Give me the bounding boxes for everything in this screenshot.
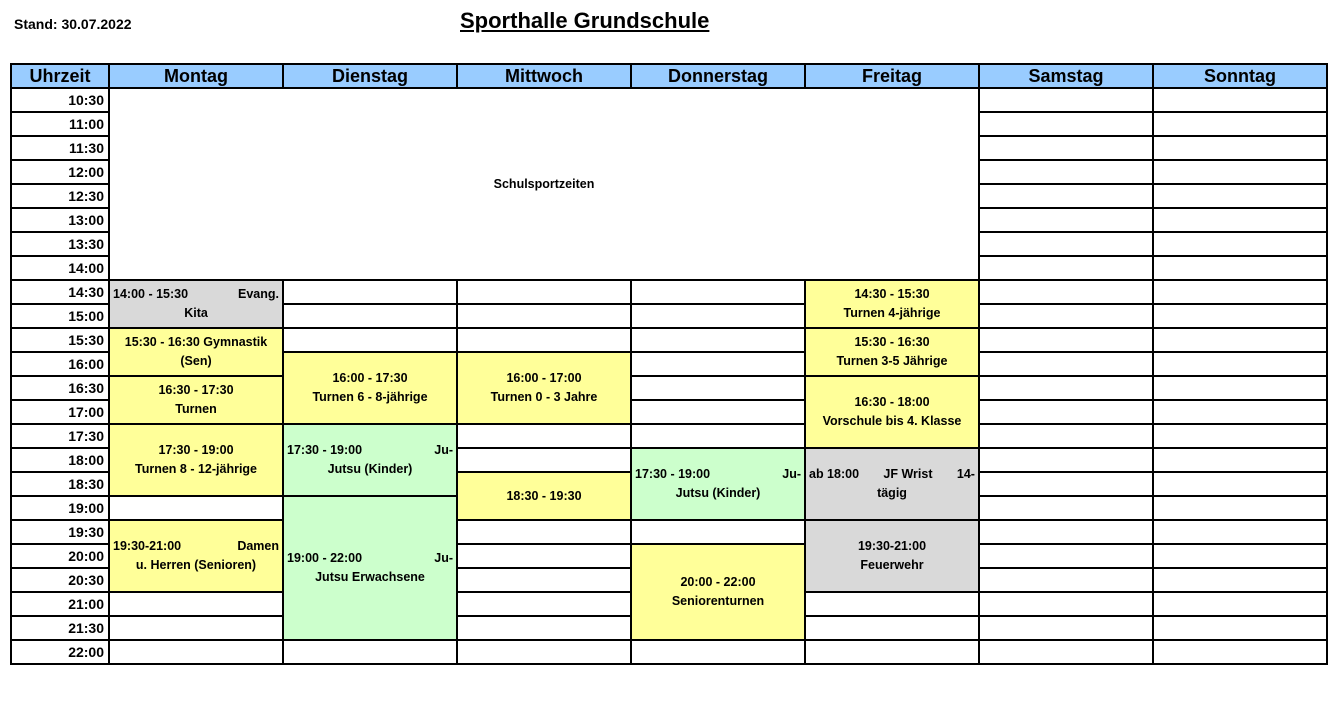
empty-cell <box>631 352 805 376</box>
empty-cell <box>979 232 1153 256</box>
event-time: 19:30-21:00 <box>857 539 927 553</box>
event-label: (Sen) <box>180 354 212 368</box>
empty-cell <box>979 496 1153 520</box>
empty-cell <box>979 328 1153 352</box>
empty-cell <box>283 304 457 328</box>
event-time: ab 18:00 <box>809 467 860 481</box>
empty-cell <box>979 616 1153 640</box>
empty-cell <box>457 328 631 352</box>
time-label: 15:30 <box>11 328 109 352</box>
empty-cell <box>979 592 1153 616</box>
event-time: 20:00 - 22:00 <box>680 575 756 589</box>
empty-cell <box>631 640 805 664</box>
empty-cell <box>1153 184 1327 208</box>
time-label: 17:30 <box>11 424 109 448</box>
time-label: 19:00 <box>11 496 109 520</box>
empty-cell <box>1153 160 1327 184</box>
event-mi-turnen0 <box>457 352 631 424</box>
empty-cell <box>805 640 979 664</box>
schulsport-block: Schulsportzeiten <box>109 88 979 280</box>
time-label: 13:00 <box>11 208 109 232</box>
event-label: Turnen 8 - 12-jährige <box>134 462 257 476</box>
col-header-donnerstag: Donnerstag <box>631 64 805 88</box>
event-time: 19:00 - 22:00 <box>287 551 363 565</box>
time-label: 21:00 <box>11 592 109 616</box>
time-label: 21:30 <box>11 616 109 640</box>
empty-cell <box>631 280 805 304</box>
empty-cell <box>631 424 805 448</box>
empty-cell <box>979 640 1153 664</box>
event-time: 14:00 - 15:30 <box>113 287 189 301</box>
empty-cell <box>457 304 631 328</box>
empty-cell <box>457 568 631 592</box>
empty-cell <box>979 112 1153 136</box>
event-label: Damen <box>237 539 279 553</box>
empty-cell <box>1153 496 1327 520</box>
empty-cell <box>979 184 1153 208</box>
event-di-jutsu-erwachsene <box>283 496 457 640</box>
event-fr-feuerwehr <box>805 520 979 592</box>
empty-cell <box>979 160 1153 184</box>
event-mo-kita <box>109 280 283 328</box>
time-label: 12:30 <box>11 184 109 208</box>
empty-cell <box>1153 328 1327 352</box>
header-row <box>11 64 1327 88</box>
empty-cell <box>457 592 631 616</box>
empty-cell <box>457 448 631 472</box>
time-label: 16:00 <box>11 352 109 376</box>
event-label: Jutsu Erwachsene <box>315 570 425 584</box>
empty-cell <box>631 304 805 328</box>
empty-cell <box>979 256 1153 280</box>
time-label: 11:00 <box>11 112 109 136</box>
empty-cell <box>109 496 283 520</box>
empty-cell <box>1153 352 1327 376</box>
event-label: u. Herren (Senioren) <box>135 558 257 572</box>
event-time: 16:30 - 17:30 <box>158 383 234 397</box>
empty-cell <box>1153 544 1327 568</box>
event-time: 17:30 - 19:00 <box>635 467 711 481</box>
empty-cell <box>457 616 631 640</box>
empty-cell <box>1153 208 1327 232</box>
time-label: 20:00 <box>11 544 109 568</box>
table-row <box>11 520 1327 544</box>
event-mo-turnen <box>109 376 283 424</box>
event-label: tägig <box>877 486 907 500</box>
time-label: 11:30 <box>11 136 109 160</box>
event-label: Jutsu (Kinder) <box>327 462 413 476</box>
empty-cell <box>1153 88 1327 112</box>
empty-cell <box>457 520 631 544</box>
empty-cell <box>109 616 283 640</box>
event-mi-1830 <box>457 472 631 520</box>
event-do-seniorenturnen <box>631 544 805 640</box>
time-label: 17:00 <box>11 400 109 424</box>
empty-cell <box>631 376 805 400</box>
table-row <box>11 88 1327 112</box>
time-label: 22:00 <box>11 640 109 664</box>
empty-cell <box>805 592 979 616</box>
col-header-uhrzeit: Uhrzeit <box>11 64 109 88</box>
event-time: 16:30 - 18:00 <box>854 395 930 409</box>
event-label: Turnen 3-5 Jährige <box>836 354 948 368</box>
empty-cell <box>283 280 457 304</box>
empty-cell <box>979 400 1153 424</box>
time-label: 14:30 <box>11 280 109 304</box>
event-time: 17:30 - 19:00 <box>287 443 363 457</box>
event-label: Kita <box>184 306 208 320</box>
time-label: 18:30 <box>11 472 109 496</box>
empty-cell <box>1153 616 1327 640</box>
empty-cell <box>979 544 1153 568</box>
empty-cell <box>1153 520 1327 544</box>
event-time: 14:30 - 15:30 <box>854 287 930 301</box>
empty-cell <box>1153 376 1327 400</box>
event-label: Seniorenturnen <box>671 594 765 608</box>
event-di-jutsu-kinder <box>283 424 457 496</box>
empty-cell <box>979 280 1153 304</box>
event-label: Ju- <box>434 551 453 565</box>
empty-cell <box>979 472 1153 496</box>
time-label: 15:00 <box>11 304 109 328</box>
empty-cell <box>1153 112 1327 136</box>
empty-cell <box>1153 448 1327 472</box>
empty-cell <box>1153 640 1327 664</box>
empty-cell <box>631 520 805 544</box>
time-label: 12:00 <box>11 160 109 184</box>
event-fr-jf-wrist <box>805 448 979 520</box>
empty-cell <box>979 520 1153 544</box>
event-mo-damen-herren <box>109 520 283 592</box>
empty-cell <box>1153 232 1327 256</box>
event-time: 16:00 - 17:00 <box>506 371 582 385</box>
empty-cell <box>979 88 1153 112</box>
col-header-samstag: Samstag <box>979 64 1153 88</box>
event-label: Turnen 4-jährige <box>843 306 941 320</box>
event-label: Ju- <box>434 443 453 457</box>
empty-cell <box>979 424 1153 448</box>
stand-date: Stand: 30.07.2022 <box>14 16 132 32</box>
empty-cell <box>631 328 805 352</box>
empty-cell <box>1153 304 1327 328</box>
time-label: 18:00 <box>11 448 109 472</box>
event-label: Jutsu (Kinder) <box>675 486 761 500</box>
empty-cell <box>457 640 631 664</box>
col-header-montag: Montag <box>109 64 283 88</box>
event-mo-gymnastik <box>109 328 283 376</box>
event-label: Evang. <box>238 287 279 301</box>
time-label: 10:30 <box>11 88 109 112</box>
event-time: 15:30 - 16:30 <box>854 335 930 349</box>
table-row <box>11 280 1327 304</box>
col-header-dienstag: Dienstag <box>283 64 457 88</box>
event-time: 18:30 - 19:30 <box>506 488 582 503</box>
col-header-freitag: Freitag <box>805 64 979 88</box>
empty-cell <box>109 640 283 664</box>
time-label: 19:30 <box>11 520 109 544</box>
empty-cell <box>805 616 979 640</box>
empty-cell <box>457 544 631 568</box>
empty-cell <box>979 352 1153 376</box>
empty-cell <box>457 424 631 448</box>
event-label: Turnen 6 - 8-jährige <box>312 390 428 404</box>
empty-cell <box>283 328 457 352</box>
event-time: 17:30 - 19:00 <box>158 443 234 457</box>
empty-cell <box>979 304 1153 328</box>
empty-cell <box>109 592 283 616</box>
event-label: Vorschule bis 4. Klasse <box>822 414 962 428</box>
event-label: Ju- <box>782 467 801 481</box>
table-row <box>11 640 1327 664</box>
event-label: Turnen 0 - 3 Jahre <box>490 390 598 404</box>
event-fr-turnen4 <box>805 280 979 328</box>
col-header-mittwoch: Mittwoch <box>457 64 631 88</box>
empty-cell <box>1153 592 1327 616</box>
empty-cell <box>1153 424 1327 448</box>
time-label: 14:00 <box>11 256 109 280</box>
empty-cell <box>1153 136 1327 160</box>
empty-cell <box>979 568 1153 592</box>
table-row <box>11 376 1327 400</box>
event-time: 16:00 - 17:30 <box>332 371 408 385</box>
time-label: 20:30 <box>11 568 109 592</box>
empty-cell <box>979 136 1153 160</box>
event-label: Turnen <box>175 402 217 416</box>
table-row <box>11 424 1327 448</box>
empty-cell <box>1153 568 1327 592</box>
empty-cell <box>1153 256 1327 280</box>
empty-cell <box>1153 472 1327 496</box>
table-row <box>11 328 1327 352</box>
col-header-sonntag: Sonntag <box>1153 64 1327 88</box>
empty-cell <box>631 400 805 424</box>
time-label: 13:30 <box>11 232 109 256</box>
event-time: 19:30-21:00 <box>113 539 182 553</box>
empty-cell <box>979 376 1153 400</box>
empty-cell <box>979 208 1153 232</box>
event-fr-vorschule <box>805 376 979 448</box>
event-time: 15:30 - 16:30 Gymnastik <box>124 335 268 349</box>
empty-cell <box>457 280 631 304</box>
time-label: 16:30 <box>11 376 109 400</box>
event-fr-turnen35 <box>805 328 979 376</box>
schedule-table <box>10 63 1328 665</box>
event-label: JF Wrist <box>883 467 933 481</box>
event-mo-turnen8 <box>109 424 283 496</box>
empty-cell <box>1153 280 1327 304</box>
empty-cell <box>283 640 457 664</box>
event-do-jutsu-kinder <box>631 448 805 520</box>
empty-cell <box>1153 400 1327 424</box>
event-di-turnen6 <box>283 352 457 424</box>
event-label: Feuerwehr <box>860 558 924 572</box>
empty-cell <box>979 448 1153 472</box>
page-title: Sporthalle Grundschule <box>460 8 710 33</box>
event-label: 14- <box>956 467 975 481</box>
